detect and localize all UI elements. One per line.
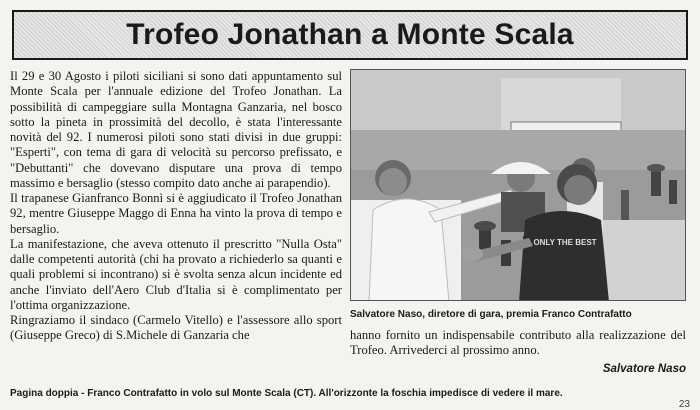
shirt-text: ONLY THE BEST	[533, 238, 597, 247]
article-continuation: hanno fornito un indispensabile contributo alla realizzazione del Trofeo. Arrivederci al prossimo anno.	[350, 328, 686, 358]
award-photo	[350, 69, 686, 301]
article-title: Trofeo Jonathan a Monte Scala	[126, 18, 574, 51]
photo-illustration	[351, 70, 686, 301]
page-number: 23	[678, 399, 690, 410]
paragraph: Ringraziamo il sindaco (Carmelo Vitello) e l'assessore allo sport (Giuseppe Greco) di S.Michele di Ganzaria che	[10, 313, 342, 343]
article-body	[10, 69, 342, 344]
author-byline: Salvatore Naso	[602, 363, 686, 375]
paragraph: Il 29 e 30 Agosto i piloti siciliani si sono dati appuntamento sul Monte Scala per l'annuale edizione del Trofeo Jonathan. La possibilità di campeggiare sulla Montagna Ganzaria, nel bosco sotto la pineta in prossimità del decollo, è stata l'interessante novità del 92. I numerosi piloti sono stati divisi in due gruppi: "Esperti", con tema di gara di velocità su percorso prefissato, e "Debuttanti" che dovevano disputare una prova di tempo massimo e bersaglio (stesso compito dato anche ai parapendio).	[10, 69, 342, 190]
title-banner	[12, 10, 688, 60]
photo-caption: Salvatore Naso, diretore di gara, premia Franco Contrafatto	[350, 309, 632, 320]
photo-note: Pagina doppia - Franco Contrafatto in volo sul Monte Scala (CT). All'orizzonte la foschia impedisce di vedere il mare.	[10, 388, 563, 399]
paragraph: La manifestazione, che aveva ottenuto il prescritto "Nulla Osta" dalle competenti autorità (chi ha provato a richiederlo sa quanti e quali problemi si incontrano) si è svolta senza alcun incidente ed anche l'inviato dell'Aero Club d'Italia si è complimentato per l'ottima organizzazione.	[10, 236, 342, 312]
paragraph: Il trapanese Gianfranco Bonnì si è aggiudicato il Trofeo Jonathan 92, mentre Giuseppe Maggo di Enna ha vinto la prova di tempo e bersaglio.	[10, 191, 342, 236]
